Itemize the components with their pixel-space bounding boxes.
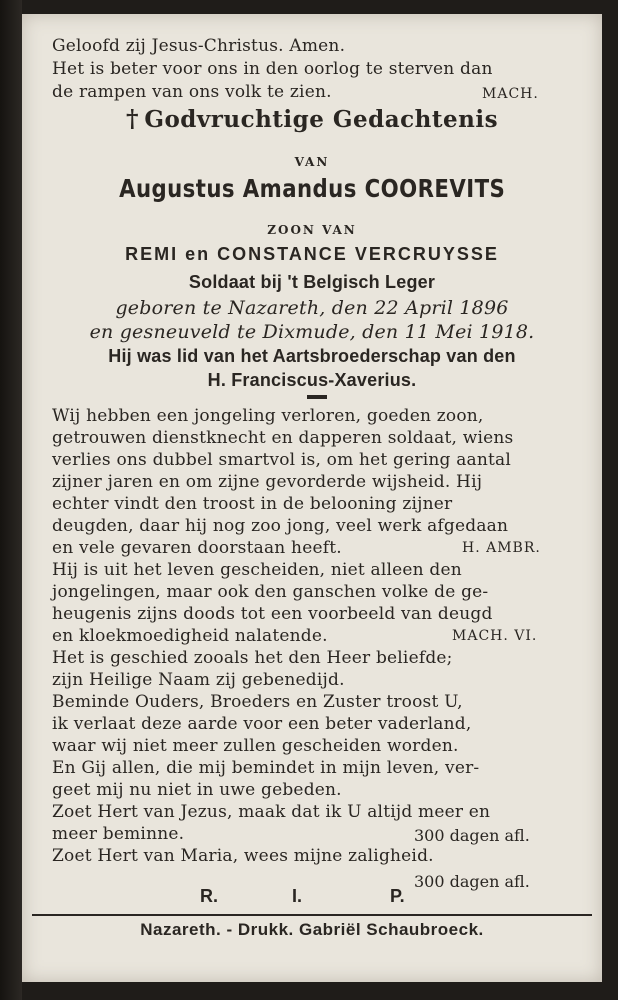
body-line: geet mij nu niet in uwe gebeden. [52, 780, 342, 800]
divider [307, 395, 327, 399]
parents: REMI en CONSTANCE VERCRUYSSE [125, 244, 499, 264]
indulgence: 300 dagen afl. [414, 872, 530, 891]
opening-line-2: Het is beter voor ons in den oorlog te sterven dan [52, 59, 493, 79]
membership-1: Hij was lid van het Aartsbroederschap van den [108, 346, 516, 366]
born: geboren te Nazareth, den 22 April 1896 [115, 297, 509, 319]
body-line: waar wij niet meer zullen gescheiden worden. [52, 736, 459, 756]
body-line: Het is geschied zooals het den Heer beliefde; [52, 648, 453, 668]
body-line: Beminde Ouders, Broeders en Zuster troost U, [52, 692, 463, 712]
body-line: ik verlaat deze aarde voor een beter vaderland, [52, 714, 472, 734]
body-line: en vele gevaren doorstaan heeft. [52, 538, 342, 558]
body-line: zijn Heilige Naam zij gebenedijd. [52, 670, 345, 690]
page-title: Godvruchtige Gedachtenis [144, 106, 499, 133]
deceased-name: Augustus Amandus COOREVITS [118, 174, 506, 203]
opening-source: MACH. [482, 86, 539, 102]
body-line: Zoet Hert van Maria, wees mijne zaligheid. [52, 846, 434, 866]
body-source: MACH. VI. [452, 628, 538, 644]
died: en gesneuveld te Dixmude, den 11 Mei 1918. [89, 321, 535, 343]
opening-line-3: de rampen van ons volk te zien. [52, 82, 332, 102]
indulgence: 300 dagen afl. [414, 826, 530, 845]
rip-letter: I. [292, 886, 303, 906]
body-line: En Gij allen, die mij bemindet in mijn leven, ver- [52, 758, 480, 778]
body-line: echter vindt den troost in de belooning zijner [52, 494, 453, 514]
van-label: VAN [294, 155, 330, 169]
name-line [22, 174, 602, 211]
zoon-van-label: ZOON VAN [267, 223, 357, 237]
body-line: deugden, daar hij nog zoo jong, veel werk afgedaan [52, 516, 509, 536]
cross-icon: † [125, 104, 139, 133]
body-line: getrouwen dienstknecht en dapperen soldaat, wiens [52, 428, 514, 448]
opening-line-1: Geloofd zij Jesus-Christus. Amen. [52, 36, 346, 56]
printer: Nazareth. - Drukk. Gabriël Schaubroeck. [140, 920, 484, 939]
title-line [22, 104, 602, 133]
body-source: H. AMBR. [462, 540, 541, 556]
body-line: jongelingen, maar ook den ganschen volke de ge- [52, 582, 489, 602]
rip-letter: R. [200, 886, 218, 906]
body-line: en kloekmoedigheid nalatende. [52, 626, 328, 646]
footer-rule [32, 914, 592, 916]
body-line: meer beminne. [52, 824, 185, 844]
membership-2: H. Franciscus-Xaverius. [207, 370, 417, 390]
body-line: verlies ons dubbel smartvol is, om het gering aantal [52, 450, 512, 470]
rank: Soldaat bij 't Belgisch Leger [188, 272, 436, 292]
rip-letter: P. [390, 886, 405, 906]
body-line: zijner jaren en om zijne gevorderde wijsheid. Hij [52, 472, 483, 492]
body-line: Hij is uit het leven gescheiden, niet alleen den [52, 560, 462, 580]
dark-edge [0, 0, 22, 1000]
memorial-card [22, 14, 602, 982]
body-line: Wij hebben een jongeling verloren, goeden zoon, [52, 406, 484, 426]
body-line: heugenis zijns doods tot een voorbeeld van deugd [52, 604, 493, 624]
body-line: Zoet Hert van Jezus, maak dat ik U altijd meer en [52, 802, 491, 822]
